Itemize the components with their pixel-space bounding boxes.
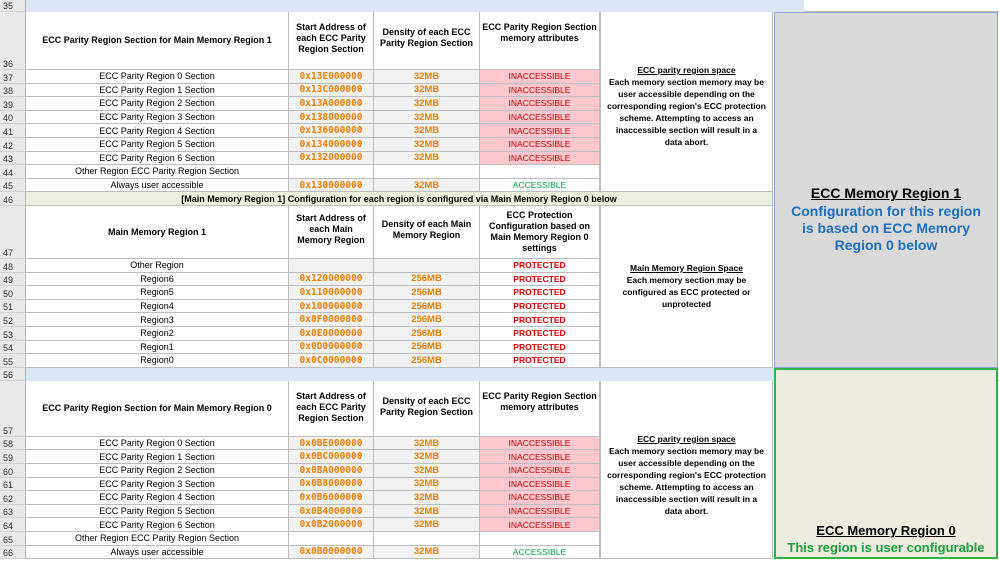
density-value[interactable]: 32MB	[374, 546, 480, 560]
attribute-badge[interactable]: INACCESSIBLE	[480, 450, 600, 464]
parity-section-label[interactable]: ECC Parity Region 1 Section	[26, 84, 289, 98]
attribute-badge[interactable]: INACCESSIBLE	[480, 505, 600, 519]
parity-section-label[interactable]: ECC Parity Region 4 Section	[26, 491, 289, 505]
start-address-value[interactable]: 0x0B8000000	[289, 478, 374, 492]
spacer-tail	[773, 0, 804, 12]
attribute-badge[interactable]: INACCESSIBLE	[480, 84, 600, 98]
density-value[interactable]: 32MB	[374, 70, 480, 84]
empty-cell[interactable]	[374, 165, 480, 179]
row-header[interactable]: 54	[0, 341, 26, 355]
protection-header[interactable]: ECC Protection Configuration based on Main Memory Region 0 settings	[480, 206, 600, 259]
start-address-header[interactable]: Start Address of each ECC Parity Region Section	[289, 381, 374, 437]
parity-section-label[interactable]: ECC Parity Region 5 Section	[26, 505, 289, 519]
parity-region-note	[600, 12, 773, 192]
parity-section-label[interactable]: ECC Parity Region 3 Section	[26, 111, 289, 125]
attribute-badge[interactable]: ACCESSIBLE	[480, 546, 600, 560]
protection-value[interactable]: PROTECTED	[480, 327, 600, 341]
start-address-value[interactable]: 0x0E0000000	[289, 327, 374, 341]
density-value[interactable]: 32MB	[374, 138, 480, 152]
note-body: Each memory section memory may be user accessible depending on the corresponding region's ECC protection scheme. Attempting to access an inaccessible section will result in a data abort.	[607, 445, 766, 516]
row-header[interactable]: 50	[0, 286, 26, 300]
row-header[interactable]: 58	[0, 437, 26, 451]
attribute-badge[interactable]: INACCESSIBLE	[480, 70, 600, 84]
attribute-badge[interactable]: INACCESSIBLE	[480, 478, 600, 492]
row-header[interactable]: 61	[0, 478, 26, 492]
parity-section-label[interactable]: ECC Parity Region 6 Section	[26, 152, 289, 166]
density-header[interactable]: Density of each ECC Parity Region Section	[374, 381, 480, 437]
region-label[interactable]: Region0	[26, 354, 289, 368]
attribute-badge[interactable]: INACCESSIBLE	[480, 111, 600, 125]
row-header[interactable]: 45	[0, 179, 26, 193]
note-body: Each memory section memory may be user accessible depending on the corresponding region's ECC protection scheme. Attempting to access an inaccessible section will result in a data abort.	[607, 77, 766, 147]
density-value[interactable]: 32MB	[374, 152, 480, 166]
spacer-end	[804, 0, 999, 12]
row-header[interactable]: 55	[0, 354, 26, 368]
row-header[interactable]: 49	[0, 273, 26, 287]
parity-section-label[interactable]: ECC Parity Region 6 Section	[26, 518, 289, 532]
start-address-value[interactable]: 0x132000000	[289, 152, 374, 166]
density-value[interactable]: 32MB	[374, 84, 480, 98]
row-header[interactable]: 56	[0, 368, 26, 381]
start-address-value[interactable]: 0x13E000000	[289, 70, 374, 84]
parity-region-note	[600, 381, 773, 559]
start-address-value[interactable]: 0x13C000000	[289, 84, 374, 98]
empty-cell[interactable]	[480, 165, 600, 179]
start-address-value[interactable]: 0x0B4000000	[289, 505, 374, 519]
parity-section-label[interactable]: ECC Parity Region 0 Section	[26, 437, 289, 451]
start-address-value[interactable]: 0x136000000	[289, 124, 374, 138]
region-label[interactable]: Region3	[26, 313, 289, 327]
row-header[interactable]: 36	[0, 12, 26, 70]
density-value[interactable]: 32MB	[374, 111, 480, 125]
protection-value[interactable]: PROTECTED	[480, 354, 600, 368]
row-header[interactable]: 60	[0, 464, 26, 478]
attribute-badge[interactable]: INACCESSIBLE	[480, 124, 600, 138]
density-value[interactable]: 32MB	[374, 464, 480, 478]
density-value[interactable]: 32MB	[374, 97, 480, 111]
empty-cell[interactable]	[289, 259, 374, 273]
start-address-value[interactable]: 0x0C0000000	[289, 354, 374, 368]
row-header[interactable]: 66	[0, 546, 26, 560]
protection-value[interactable]: PROTECTED	[480, 259, 600, 273]
row-header[interactable]: 41	[0, 124, 26, 138]
empty-cell[interactable]	[289, 165, 374, 179]
region-1-subtitle: Configuration for this region is based on ECC Memory Region 0 below	[791, 203, 981, 254]
attribute-badge[interactable]: INACCESSIBLE	[480, 464, 600, 478]
parity-section-label[interactable]: ECC Parity Region 5 Section	[26, 138, 289, 152]
parity-section-label[interactable]: ECC Parity Region 0 Section	[26, 70, 289, 84]
protection-value[interactable]: PROTECTED	[480, 341, 600, 355]
start-address-value[interactable]: 0x0BE000000	[289, 437, 374, 451]
region-label[interactable]: Region6	[26, 273, 289, 287]
row-header[interactable]: 37	[0, 70, 26, 84]
attribute-badge[interactable]: INACCESSIBLE	[480, 437, 600, 451]
row-header[interactable]: 42	[0, 138, 26, 152]
attribute-badge[interactable]: INACCESSIBLE	[480, 138, 600, 152]
row-header[interactable]: 47	[0, 206, 26, 259]
configuration-banner[interactable]: [Main Memory Region 1] Configuration for each region is configured via Main Memory Region 0 below	[26, 192, 773, 206]
row-header[interactable]: 57	[0, 381, 26, 437]
start-address-value[interactable]: 0x0B6000000	[289, 491, 374, 505]
always-accessible-label[interactable]: Always user accessible	[26, 546, 289, 560]
other-region-label[interactable]: Other Region ECC Parity Region Section	[26, 532, 289, 546]
ecc-memory-region-0-box	[774, 368, 998, 559]
density-value[interactable]: 256MB	[374, 313, 480, 327]
row-header[interactable]: 46	[0, 192, 26, 206]
parity-section-label[interactable]: ECC Parity Region 2 Section	[26, 464, 289, 478]
row-header[interactable]: 38	[0, 84, 26, 98]
row-header[interactable]: 39	[0, 97, 26, 111]
region-label[interactable]: Region4	[26, 300, 289, 314]
density-value[interactable]: 256MB	[374, 341, 480, 355]
region-1-title: ECC Memory Region 1	[810, 185, 962, 202]
row-header[interactable]: 51	[0, 300, 26, 314]
start-address-value[interactable]: 0x134000000	[289, 138, 374, 152]
parity-section-label[interactable]: ECC Parity Region 3 Section	[26, 478, 289, 492]
density-value[interactable]: 256MB	[374, 354, 480, 368]
other-region-label[interactable]: Other Region	[26, 259, 289, 273]
attribute-badge[interactable]: ACCESSIBLE	[480, 179, 600, 193]
row-header[interactable]: 40	[0, 111, 26, 125]
region-label[interactable]: Region2	[26, 327, 289, 341]
attributes-header[interactable]: ECC Parity Region Section memory attributes	[480, 381, 600, 437]
parity-section-label[interactable]: ECC Parity Region 1 Section	[26, 450, 289, 464]
region-label[interactable]: Region1	[26, 341, 289, 355]
start-address-header[interactable]: Start Address of each Main Memory Region	[289, 206, 374, 259]
always-accessible-label[interactable]: Always user accessible	[26, 179, 289, 193]
start-address-value[interactable]: 0x120000000	[289, 273, 374, 287]
density-header[interactable]: Density of each ECC Parity Region Section	[374, 12, 480, 70]
note-title: ECC parity region space	[637, 65, 736, 75]
spacer-row	[26, 368, 773, 381]
region-header[interactable]: Main Memory Region 1	[26, 206, 289, 259]
start-address-value[interactable]: 0x138000000	[289, 111, 374, 125]
density-value[interactable]: 32MB	[374, 491, 480, 505]
empty-cell[interactable]	[374, 532, 480, 546]
row-header[interactable]: 63	[0, 505, 26, 519]
start-address-value[interactable]: 0x100000000	[289, 300, 374, 314]
start-address-value[interactable]: 0x130000000	[289, 179, 374, 193]
protection-value[interactable]: PROTECTED	[480, 273, 600, 287]
protection-value[interactable]: PROTECTED	[480, 313, 600, 327]
start-address-header[interactable]: Start Address of each ECC Parity Region Section	[289, 12, 374, 70]
empty-cell[interactable]	[374, 259, 480, 273]
row-header[interactable]: 64	[0, 518, 26, 532]
note-body: Each memory section may be configured as ECC protected or unprotected	[622, 275, 751, 309]
attribute-badge[interactable]: INACCESSIBLE	[480, 97, 600, 111]
row-header[interactable]: 44	[0, 165, 26, 179]
density-value[interactable]: 32MB	[374, 450, 480, 464]
row-header[interactable]: 35	[0, 0, 26, 12]
attribute-badge[interactable]: INACCESSIBLE	[480, 152, 600, 166]
ecc-memory-region-1-box	[774, 12, 998, 368]
region-0-title: ECC Memory Region 0	[816, 523, 956, 539]
empty-cell[interactable]	[480, 532, 600, 546]
section-header[interactable]: ECC Parity Region Section for Main Memory Region 1	[26, 12, 289, 70]
start-address-value[interactable]: 0x0B0000000	[289, 546, 374, 560]
density-header[interactable]: Density of each Main Memory Region	[374, 206, 480, 259]
parity-section-label[interactable]: ECC Parity Region 4 Section	[26, 124, 289, 138]
density-value[interactable]: 32MB	[374, 437, 480, 451]
start-address-value[interactable]: 0x13A000000	[289, 97, 374, 111]
main-region-note	[600, 206, 773, 368]
density-value[interactable]: 32MB	[374, 179, 480, 193]
start-address-value[interactable]: 0x110000000	[289, 286, 374, 300]
start-address-value[interactable]: 0x0F0000000	[289, 313, 374, 327]
empty-cell[interactable]	[289, 532, 374, 546]
row-header[interactable]: 48	[0, 259, 26, 273]
other-region-label[interactable]: Other Region ECC Parity Region Section	[26, 165, 289, 179]
density-value[interactable]: 256MB	[374, 327, 480, 341]
start-address-value[interactable]: 0x0BC000000	[289, 450, 374, 464]
density-value[interactable]: 32MB	[374, 478, 480, 492]
density-value[interactable]: 32MB	[374, 518, 480, 532]
row-header[interactable]: 65	[0, 532, 26, 546]
protection-value[interactable]: PROTECTED	[480, 300, 600, 314]
protection-value[interactable]: PROTECTED	[480, 286, 600, 300]
row-header[interactable]: 52	[0, 313, 26, 327]
attribute-badge[interactable]: INACCESSIBLE	[480, 518, 600, 532]
density-value[interactable]: 256MB	[374, 286, 480, 300]
row-header[interactable]: 59	[0, 450, 26, 464]
row-header[interactable]: 62	[0, 491, 26, 505]
row-header[interactable]: 53	[0, 327, 26, 341]
start-address-value[interactable]: 0x0D0000000	[289, 341, 374, 355]
attribute-badge[interactable]: INACCESSIBLE	[480, 491, 600, 505]
row-header[interactable]: 43	[0, 152, 26, 166]
density-value[interactable]: 256MB	[374, 300, 480, 314]
start-address-value[interactable]: 0x0BA000000	[289, 464, 374, 478]
parity-section-label[interactable]: ECC Parity Region 2 Section	[26, 97, 289, 111]
note-title: ECC parity region space	[637, 433, 736, 444]
density-value[interactable]: 256MB	[374, 273, 480, 287]
spacer-row	[26, 0, 773, 12]
note-title: Main Memory Region Space	[630, 263, 743, 273]
section-header[interactable]: ECC Parity Region Section for Main Memory Region 0	[26, 381, 289, 437]
region-label[interactable]: Region5	[26, 286, 289, 300]
density-value[interactable]: 32MB	[374, 124, 480, 138]
attributes-header[interactable]: ECC Parity Region Section memory attributes	[480, 12, 600, 70]
region-0-subtitle: This region is user configurable	[787, 540, 985, 556]
density-value[interactable]: 32MB	[374, 505, 480, 519]
start-address-value[interactable]: 0x0B2000000	[289, 518, 374, 532]
